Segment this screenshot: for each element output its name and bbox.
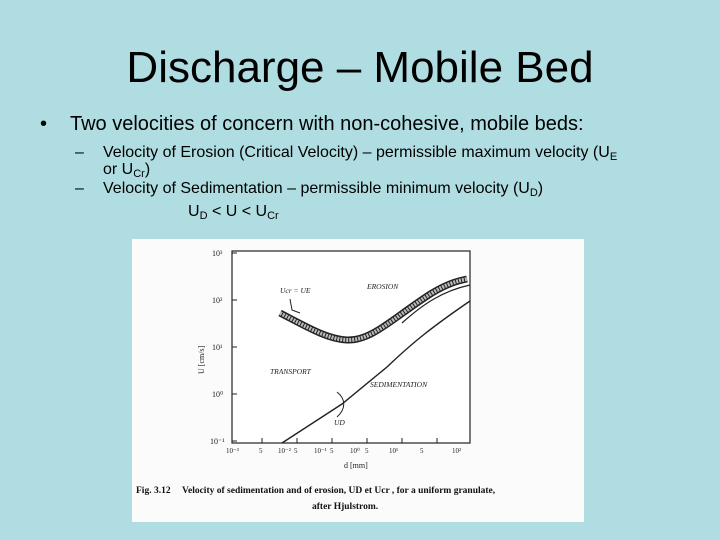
- dash-marker: –: [75, 180, 84, 197]
- y-tick-label: 10⁰: [212, 390, 224, 399]
- erosion-line2-close: ): [144, 161, 151, 178]
- erosion-line2: or U: [103, 161, 134, 178]
- x-tick-label: 10⁻²: [278, 447, 291, 455]
- hjulstrom-diagram-figure: [132, 239, 584, 522]
- dash-marker: –: [75, 144, 84, 161]
- x-tick-label: 5: [420, 447, 424, 455]
- inequality-ud: U: [188, 203, 200, 220]
- plot-frame: [232, 251, 470, 443]
- x-tick-label: 10⁰: [350, 447, 360, 455]
- inequality-mid: < U < U: [207, 203, 268, 220]
- x-tick-label: 10⁻³: [226, 447, 239, 455]
- x-tick-label: 10¹: [389, 447, 399, 455]
- x-tick-label: 10⁻¹: [314, 447, 327, 455]
- erosion-label: EROSION: [367, 282, 399, 291]
- x-tick-label: 5: [294, 447, 298, 455]
- x-tick-label: 10²: [452, 447, 462, 455]
- x-tick-label: 5: [365, 447, 369, 455]
- erosion-sub-e: E: [609, 151, 618, 163]
- erosion-line1: Velocity of Erosion (Critical Velocity) – permissible maximum velocity (U: [103, 144, 610, 161]
- x-axis-label: d [mm]: [344, 461, 368, 470]
- figure-caption-line1: Velocity of sedimentation and of erosion, UD et Ucr , for a uniform granulate,: [182, 486, 496, 496]
- inequality-sub-d: D: [199, 210, 208, 222]
- y-tick-label: 10²: [212, 296, 223, 305]
- ud-label: UD: [334, 418, 345, 427]
- bullet-text: Two velocities of concern with non-cohesive, mobile beds:: [70, 113, 584, 135]
- x-tick-label: 5: [330, 447, 334, 455]
- y-tick-label: 10¹: [212, 343, 223, 352]
- bullet-marker: •: [40, 113, 48, 135]
- x-tick-label: 5: [259, 447, 263, 455]
- figure-number: Fig. 3.12: [136, 486, 171, 496]
- erosion-sub-cr: Cr: [133, 168, 145, 180]
- sedimentation-label: SEDIMENTATION: [370, 380, 428, 389]
- ucr-label: Ucr = UE: [280, 286, 311, 295]
- sedimentation-line: Velocity of Sedimentation – permissible minimum velocity (U: [103, 180, 530, 197]
- transport-label: TRANSPORT: [270, 367, 311, 376]
- velocity-inequality: [188, 203, 279, 220]
- y-tick-label: 10³: [212, 249, 223, 258]
- hjulstrom-diagram: [132, 239, 584, 522]
- y-tick-label: 10⁻¹: [210, 437, 225, 446]
- inequality-sub-cr: Cr: [267, 210, 279, 222]
- sub-bullet-sedimentation-text: [103, 180, 543, 197]
- y-axis-label: U [cm/s]: [197, 345, 206, 374]
- sedimentation-close: ): [537, 180, 544, 197]
- figure-caption-line2: after Hjulstrom.: [312, 502, 379, 512]
- slide-title: Discharge – Mobile Bed: [126, 43, 594, 92]
- sub-bullet-erosion-text: [103, 144, 617, 178]
- sedimentation-sub-d: D: [529, 187, 538, 199]
